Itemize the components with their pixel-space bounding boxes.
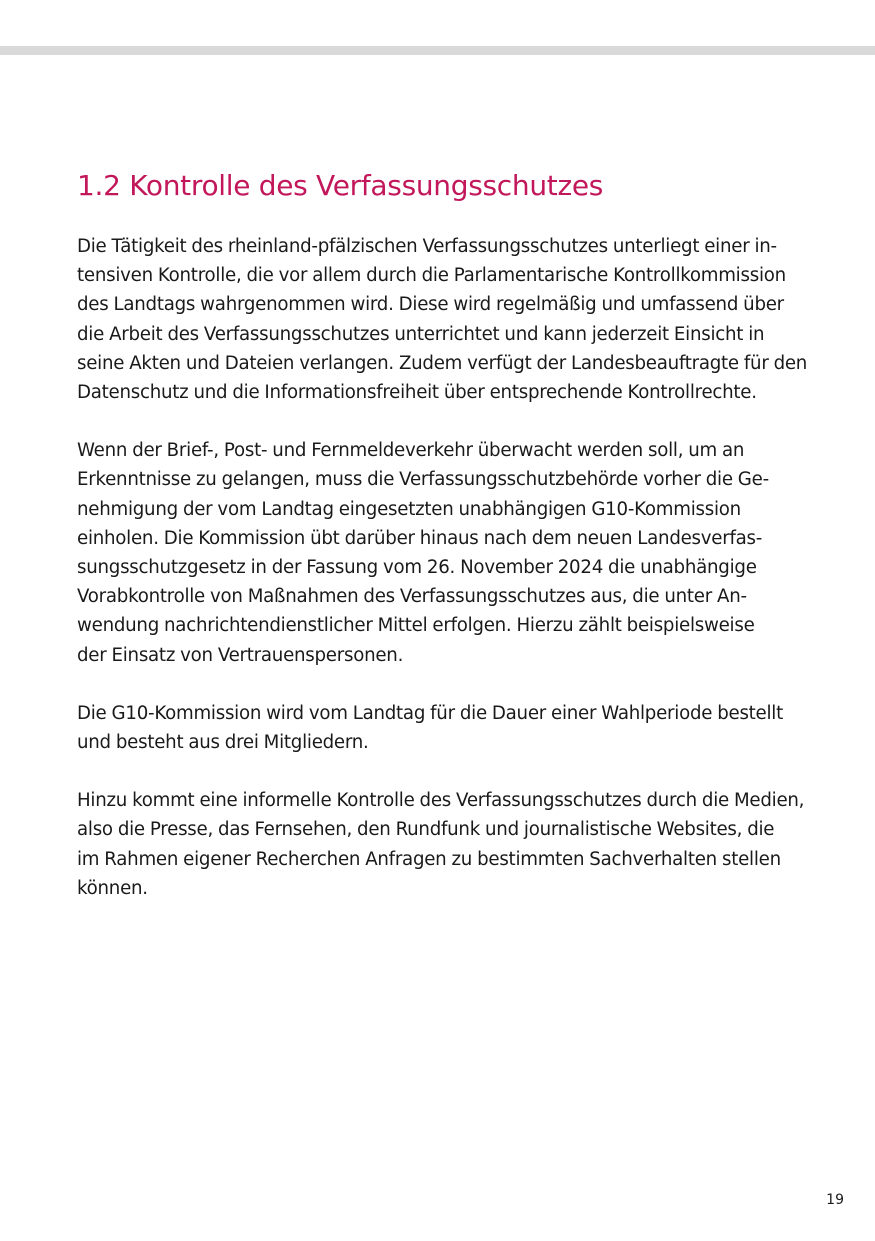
text-line: Hinzu kommt eine informelle Kontrolle des Verfassungsschutzes durch die Medien, [77,790,805,812]
paragraph-g10-membership [77,699,802,757]
text-line: also die Presse, das Fernsehen, den Rundfunk und journalistische Websites, die [77,819,775,841]
paragraph-oversight [77,232,808,407]
text-line: Vorabkontrolle von Maßnahmen des Verfassungsschutzes aus, die unter An- [77,586,747,608]
text-line: können. [77,877,148,899]
paragraph-g10-approval [77,436,802,670]
text-line: tensiven Kontrolle, die vor allem durch die Parlamentarische Kontrollkommission [77,265,786,287]
text-line: sungsschutzgesetz in der Fassung vom 26. November 2024 die unabhängige [77,557,757,579]
text-line: seine Akten und Dateien verlangen. Zudem verfügt der Landesbeauftragte für den [77,352,808,374]
text-line: im Rahmen eigener Recherchen Anfragen zu bestimmten Sachverhalten stellen [77,848,781,870]
page-content [77,166,808,932]
text-line: Wenn der Brief-, Post- und Fernmeldeverkehr überwacht werden soll, um an [77,440,745,462]
text-line: und besteht aus drei Mitgliedern. [77,732,369,754]
paragraph-media-control [77,786,805,903]
text-line: nehmigung der vom Landtag eingesetzten unabhängigen G10-Kommission [77,498,741,520]
text-line: des Landtags wahrgenommen wird. Diese wird regelmäßig und umfassend über [77,294,784,316]
text-line: der Einsatz von Vertrauenspersonen. [77,644,404,666]
text-line: wendung nachrichtendienstlicher Mittel erfolgen. Hierzu zählt beispielsweise [77,615,755,637]
text-line: Erkenntnisse zu gelangen, muss die Verfassungsschutzbehörde vorher die Ge- [77,469,769,491]
text-line: Die Tätigkeit des rheinland-pfälzischen Verfassungsschutzes unterliegt einer in- [77,236,777,257]
text-line: die Arbeit des Verfassungsschutzes unterrichtet und kann jederzeit Einsicht in [77,323,765,345]
text-line: Datenschutz und die Informationsfreiheit über entsprechende Kontrollrechte. [77,382,757,404]
text-line: Die G10-Kommission wird vom Landtag für die Dauer einer Wahlperiode bestellt [77,702,783,724]
text-line: einholen. Die Kommission übt darüber hinaus nach dem neuen Landesverfas- [77,527,763,549]
header-rule [0,46,875,55]
page-number: 19 [826,1192,844,1208]
section-title: 1.2 Kontrolle des Verfassungsschutzes [77,169,604,202]
